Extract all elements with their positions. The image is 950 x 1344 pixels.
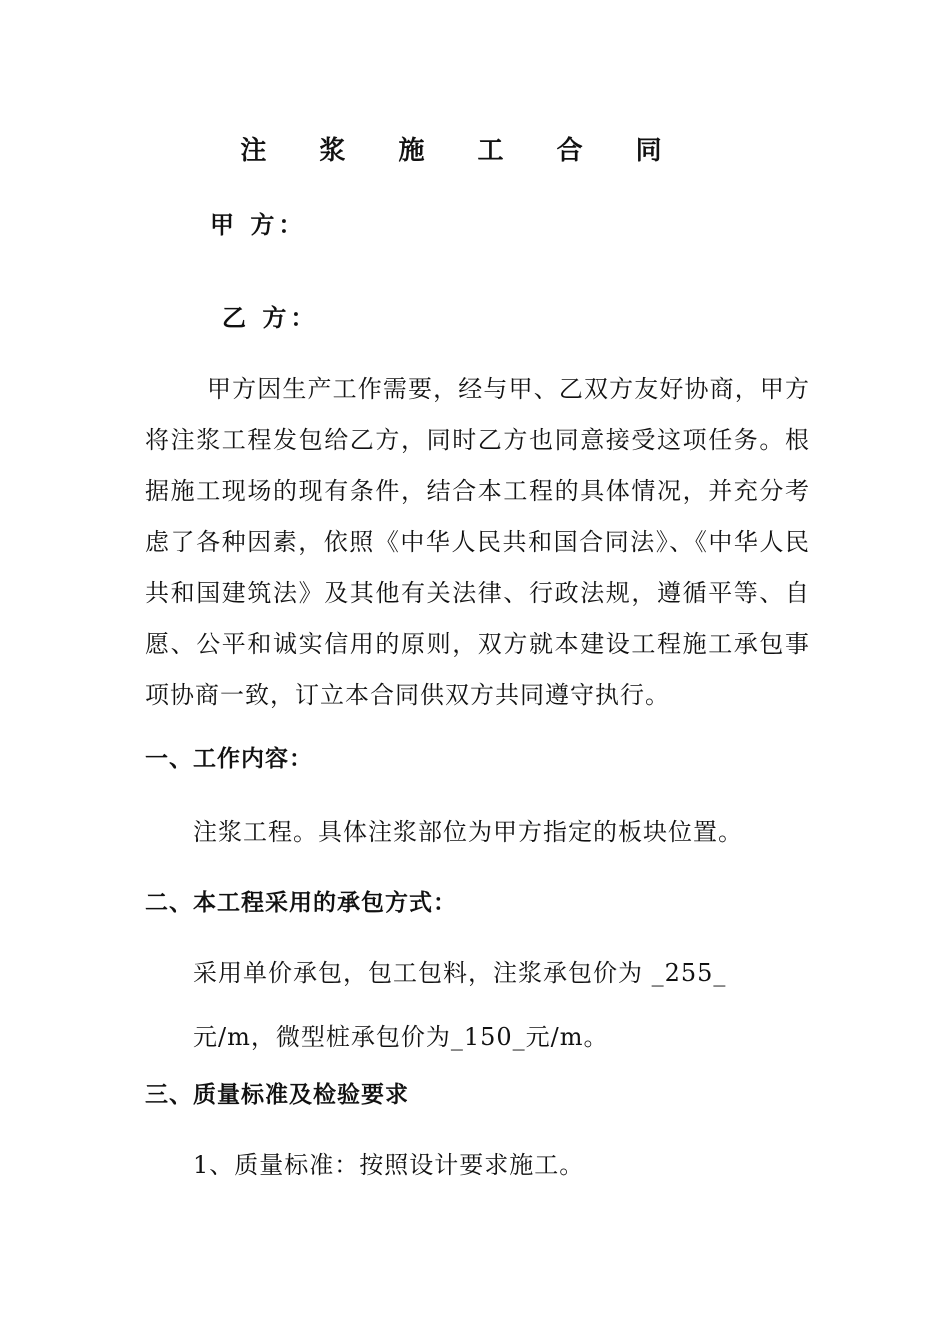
section-heading-contract-method: 二、本工程采用的承包方式： xyxy=(145,890,457,916)
intro-paragraph: 甲方因生产工作需要，经与甲、乙双方友好协商，甲方将注浆工程发包给乙方，同时乙方也同意接受这项任务。根据施工现场的现有条件，结合本工程的具体情况，并充分考虑了各种因素，依照《中华人民共和国合同法》、《中华人民共和国建筑法》及其他有关法律、行政法规，遵循平等、自愿、公平和诚实信用的原则，双方就本建设工程施工承包事项协商一致，订立本合同供双方共同遵守执行。 xyxy=(145,375,810,709)
party-b-label: 乙 方： xyxy=(222,303,319,332)
section-text-contract-method: 采用单价承包，包工包料，注浆承包价为 _255_元/m，微型桩承包价为_150_元/m。 xyxy=(193,959,727,1051)
section-heading-work-content: 一、工作内容： xyxy=(145,746,313,772)
section-text-quality-standard: 1、质量标准：按照设计要求施工。 xyxy=(193,1151,585,1179)
section-text-work-content: 注浆工程。具体注浆部位为甲方指定的板块位置。 xyxy=(193,818,743,846)
document-title: 注 浆 施 工 合 同 xyxy=(240,136,684,166)
section-heading-quality-standard: 三、质量标准及检验要求 xyxy=(145,1082,409,1108)
party-a-label: 甲 方： xyxy=(210,210,307,239)
